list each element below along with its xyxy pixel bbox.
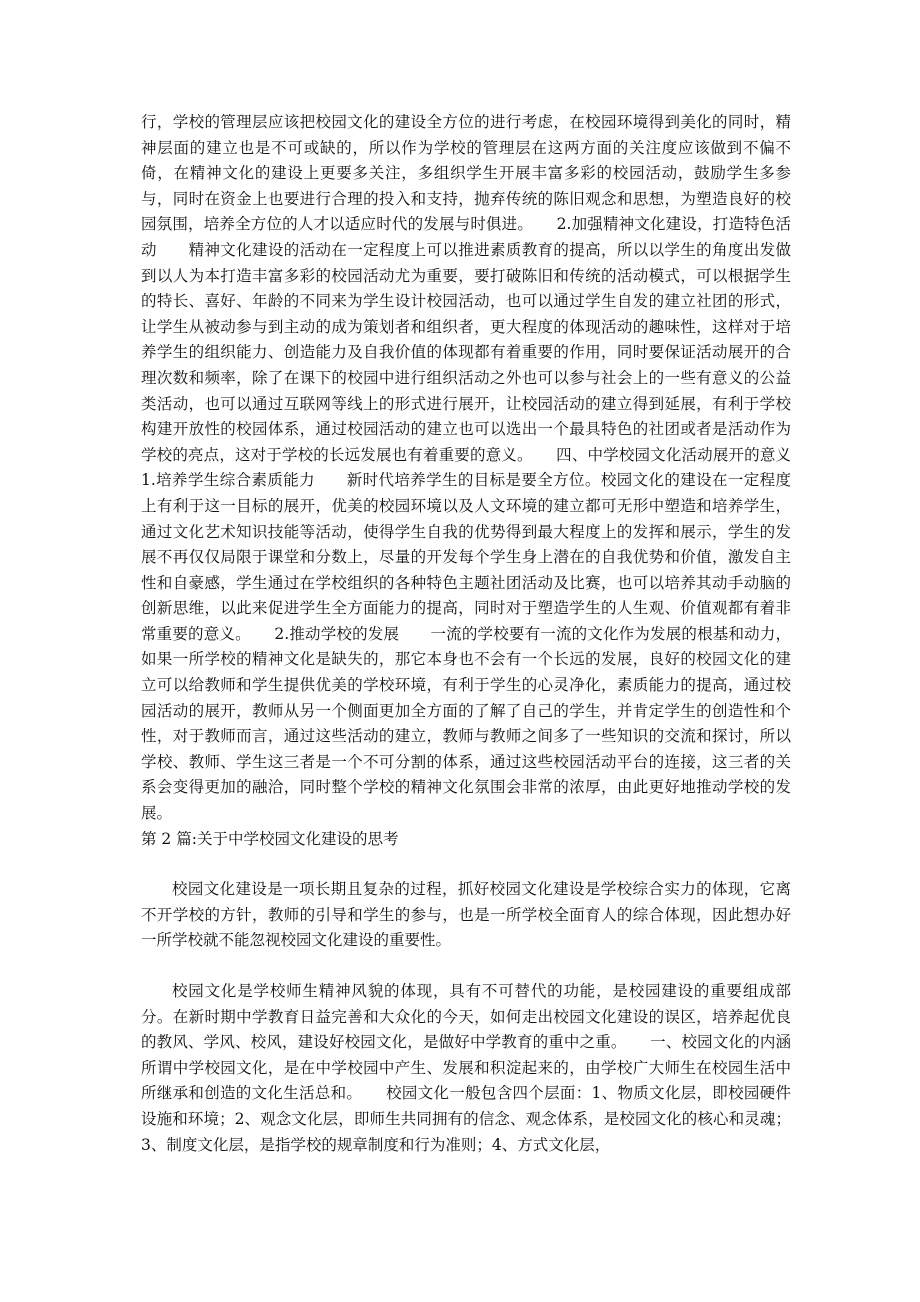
body-paragraph-1: 行，学校的管理层应该把校园文化的建设全方位的进行考虑，在校园环境得到美化的同时，精神层面的建立也是不可或缺的，所以作为学校的管理层在这两方面的关注度应该做到不偏不倚，在精神文化的建设上更要多关注，多组织学生开展丰富多彩的校园活动，鼓励学生多参与，同时在资金上也要进行合理的投入和支持，抛弃传统的陈旧观念和思想，为塑造良好的校园氛围，培养全方位的人才以适应时代的发展与时俱进。 2.加强精神文化建设，打造特色活动 精神文化建设的活动在一定程度上可以推进素质教育的提高，所以以学生的角度出发做到以人为本打造丰富多彩的校园活动尤为重要，要打破陈旧和传统的活动模式，可以根据学生的特长、喜好、年龄的不同来为学生设计校园活动，也可以通过学生自发的建立社团的形式，让学生从被动参与到主动的成为策划者和组织者，更大程度的体现活动的趣味性，这样对于培养学生的组织能力、创造能力及自我价值的体现都有着重要的作用，同时要保证活动展开的合理次数和频率，除了在课下的校园中进行组织活动之外也可以参与社会上的一些有意义的公益类活动，也可以通过互联网等线上的形式进行展开，让校园活动的建立得到延展，有利于学校构建开放性的校园体系，通过校园活动的建立也可以选出一个最具特色的社团或者是活动作为学校的亮点，这对于学校的长远发展也有着重要的意义。 四、中学校园文化活动展开的意义 1.培养学生综合素质能力 新时代培养学生的目标是要全方位。校园文化的建设在一定程度上有利于这一目标的展开，优美的校园环境以及人文环境的建立都可无形中塑造和培养学生，通过文化艺术知识技能等活动，使得学生自我的优势得到最大程度上的发挥和展示，学生的发展不再仅仅局限于课堂和分数上，尽量的开发每个学生身上潜在的自我优势和价值，激发自主性和自豪感，学生通过在学校组织的各种特色主题社团活动及比赛，也可以培养其动手动脑的创新思维，以此来促进学生全方面能力的提高，同时对于塑造学生的人生观、价值观都有着非常重要的意义。 2.推动学校的发展 一流的学校要有一流的文化作为发展的根基和动力，如果一所学校的精神文化是缺失的，那它本身也不会有一个长远的发展，良好的校园文化的建立可以给教师和学生提供优美的学校环境，有利于学生的心灵净化，素质能力的提高，通过校园活动的展开，教师从另一个侧面更加全方面的了解了自己的学生，并肯定学生的创造性和个性，对于教师而言，通过这些活动的建立，教师与教师之间多了一些知识的交流和探讨，所以学校、教师、学生这三者是一个不可分割的体系，通过这些校园活动平台的连接，这三者的关系会变得更加的融洽，同时整个学校的精神文化氛围会非常的浓厚，由此更好地推动学校的发展。: [141, 113, 823, 823]
section-heading: 第 2 篇:关于中学校园文化建设的思考: [141, 829, 399, 848]
body-paragraph-3: 校园文化是学校师生精神风貌的体现，具有不可替代的功能，是校园建设的重要组成部分。在新时期中学教育日益完善和大众化的今天，如何走出校园文化建设的误区，培养起优良的教风、学风、校风，建设好校园文化，是做好中学教育的重中之重。 一、校园文化的内涵 所谓中学校园文化，是在中学校园中产生、发展和积淀起来的，由学校广大师生在校园生活中所继承和创造的文化生活总和。 校园文化一般包含四个层面：1、物质文化层，即校园硬件设施和环境；2、观念文化层，即师生共同拥有的信念、观念体系，是校园文化的核心和灵魂；3、制度文化层，是指学校的规章制度和行为准则；4、方式文化层，: [141, 982, 823, 1154]
document-page: [141, 110, 823, 1158]
body-paragraph-2: 校园文化建设是一项长期且复杂的过程，抓好校园文化建设是学校综合实力的体现，它离不开学校的方针，教师的引导和学生的参与，也是一所学校全面育人的综合体现，因此想办好一所学校就不能忽视校园文化建设的重要性。: [141, 880, 791, 950]
